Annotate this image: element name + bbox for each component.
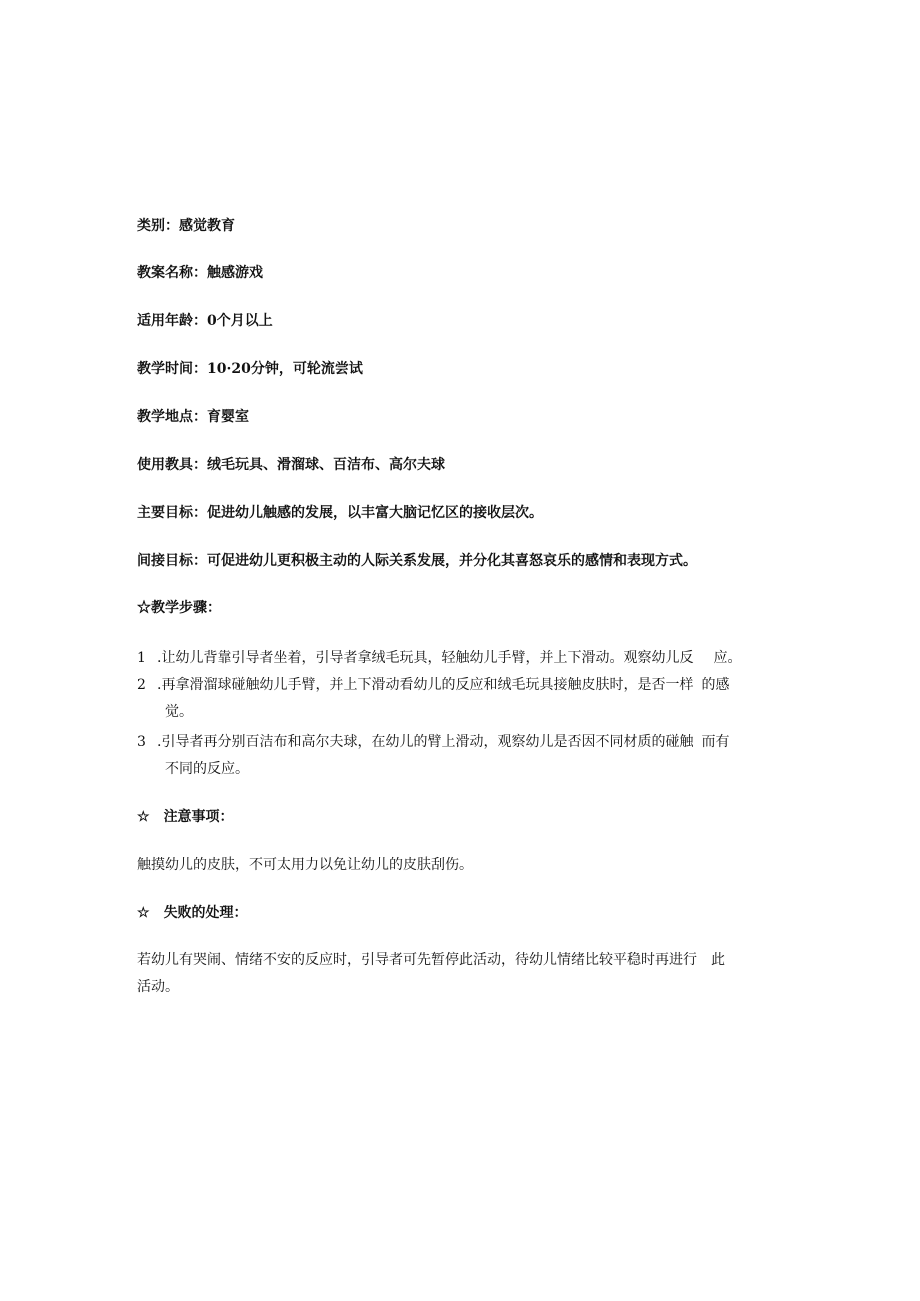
star-icon: ☆ — [137, 905, 150, 921]
notes-heading: 注意事项： — [163, 809, 234, 825]
failure-heading: 失败的处理： — [163, 905, 248, 921]
step-3-number: 3 — [137, 734, 146, 750]
failure-text-main: 若幼儿有哭闹、情绪不安的反应时，引导者可先暂停此活动，待幼儿情绪比较平稳时再进行 — [137, 952, 697, 968]
tools-line: 使用教具：绒毛玩具、滑溜球、百洁布、高尔夫球 — [137, 457, 445, 473]
failure-heading-row — [137, 903, 248, 923]
step-2-text-cont: 觉。 — [165, 704, 193, 720]
step-1-number: 1 — [137, 650, 146, 666]
step-1-text — [157, 648, 741, 668]
step-2-number: 2 — [137, 677, 146, 693]
plan-name-line: 教案名称：触感游戏 — [137, 265, 263, 281]
step-1-text-main: .让幼儿背靠引导者坐着，引导者拿绒毛玩具，轻触幼儿手臂，并上下滑动。观察幼儿反 — [157, 650, 694, 666]
failure-text-end: 此 — [711, 952, 725, 968]
time-line: 教学时间：10·20分钟，可轮流尝试 — [137, 361, 363, 377]
category-line: 类别：感觉教育 — [137, 218, 235, 234]
step-3-text-main: .引导者再分别百洁布和高尔夫球，在幼儿的臂上滑动，观察幼儿是否因不同材质的碰触 — [157, 734, 694, 750]
failure-text-cont: 活动。 — [137, 979, 179, 995]
main-goal-line: 主要目标：促进幼儿触感的发展，以丰富大脑记忆区的接收层次。 — [137, 505, 543, 521]
notes-heading-row — [137, 807, 234, 827]
step-3-text-cont: 不同的反应。 — [165, 761, 249, 777]
place-line: 教学地点：育婴室 — [137, 409, 249, 425]
age-line: 适用年龄：0个月以上 — [137, 313, 273, 329]
indirect-goal-line: 间接目标：可促进幼儿更积极主动的人际关系发展，并分化其喜怒哀乐的感情和表现方式。 — [137, 553, 697, 569]
step-1-text-end: 应。 — [713, 650, 742, 666]
notes-text: 触摸幼儿的皮肤，不可太用力以免让幼儿的皮肤刮伤。 — [137, 857, 473, 873]
step-3-text — [157, 732, 729, 752]
step-2-text-main: .再拿滑溜球碰触幼儿手臂，并上下滑动看幼儿的反应和绒毛玩具接触皮肤时，是否一样 — [157, 677, 694, 693]
step-3-text-end: 而有 — [701, 734, 730, 750]
step-2-text-end: 的感 — [701, 677, 730, 693]
failure-text — [137, 950, 725, 970]
steps-heading: ☆教学步骤： — [137, 600, 221, 616]
step-2-text — [157, 675, 729, 695]
star-icon: ☆ — [137, 809, 150, 825]
